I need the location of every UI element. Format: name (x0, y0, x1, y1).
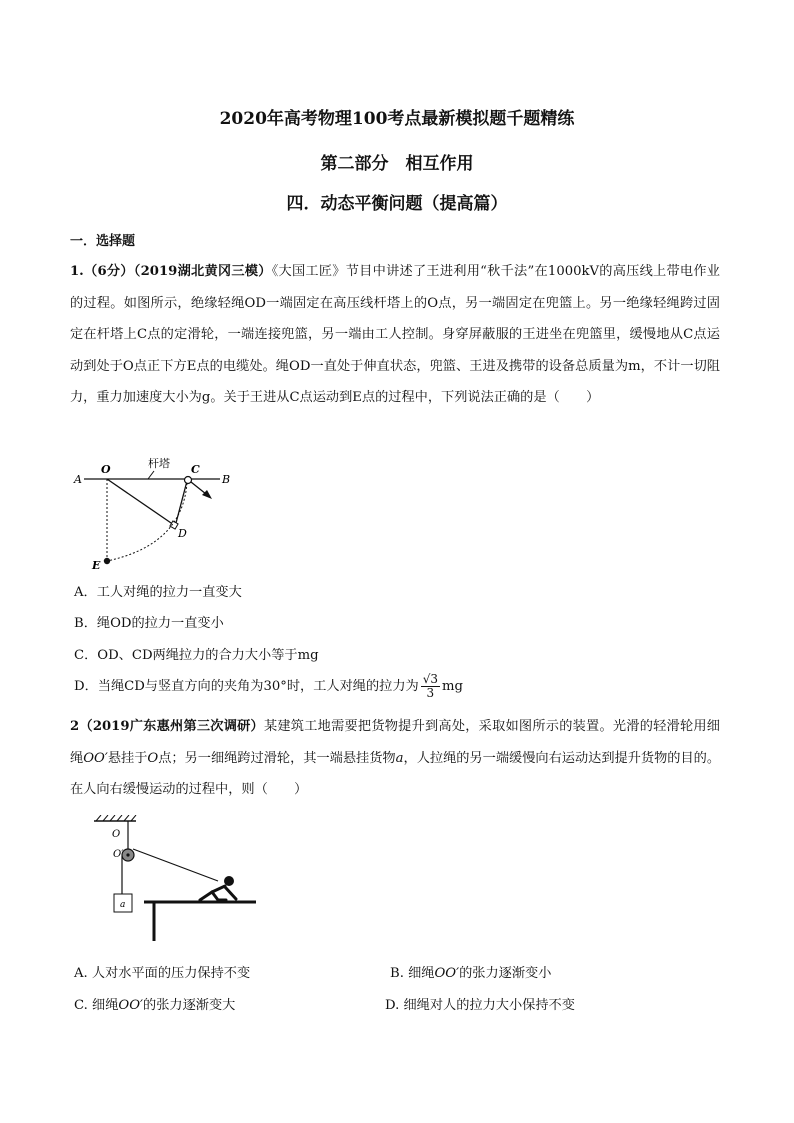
option-d-unit: mg (442, 679, 463, 694)
section-heading: 一．选择题 (70, 234, 136, 249)
label-cargo-a: a (120, 900, 126, 910)
question-2-body-3: 点；另一细绳跨过滑轮，其一端悬挂货物 (158, 750, 396, 766)
label-c: C (191, 463, 200, 476)
question-1-text (70, 256, 720, 414)
option-c-suffix: 的张力逐渐变大 (143, 998, 236, 1013)
question-2-option-c (74, 994, 235, 1013)
label-o: O (112, 829, 121, 840)
var-oo-prime: OO′ (83, 750, 108, 766)
question-1-label: 1.（6分）（2019湖北黄冈三模） (70, 264, 272, 279)
rope-to-person (133, 849, 218, 881)
label-e: E (92, 559, 101, 572)
label-a: A (74, 473, 82, 486)
label-d: D (178, 527, 187, 540)
question-2-body-2: 悬挂于 (107, 750, 148, 766)
chapter-title: 四．动态平衡问题（提高篇） (286, 194, 508, 214)
option-d-text: D．当绳CD与竖直方向的夹角为30°时，工人对绳的拉力为 (74, 679, 419, 694)
var-a: a (395, 750, 404, 766)
label-o: O (101, 463, 111, 476)
rope-c-worker (191, 482, 206, 494)
question-2-body-1: 某建筑工地需要把货物提升到高处，采取如图所示的装置。光滑的轻滑轮用细绳 (70, 719, 720, 766)
ceiling-hatch (96, 815, 136, 821)
question-1-body: 《大国工匠》节目中讲述了王进利用“秋千法”在1000kV的高压线上带电作业的过程。如图所示，绝缘轻绳OD一端固定在高压线杆塔上的O点，另一端固定在兜篮上。另一绝缘轻绳跨过固定在杆塔上C点的定滑轮，一端连接兜篮，另一端由工人控制。身穿屏蔽服的王进坐在兜篮里，缓慢地从C点运动到处于O点正下方E点的电缆处。绳OD一直处于伸直状态，兜篮、王进及携带的设备总质量为m，不计一切阻力，重力加速度大小为g。关于王进从C点运动到E点的过程中，下列说法正确的是（ ） (70, 264, 720, 405)
tower-label-leader (148, 471, 154, 479)
pulley-c (185, 477, 192, 484)
option-b-prefix: B. 细绳 (390, 966, 435, 981)
question-2-label: 2（2019广东惠州第三次调研） (70, 719, 264, 734)
label-tower: 杆塔 (148, 457, 170, 470)
fraction-sqrt3-over-3 (421, 673, 440, 700)
person-figure (200, 876, 236, 900)
document-title: 2020年高考物理100考点最新模拟题千题精练 (219, 109, 575, 129)
question-1-option-b: B．绳OD的拉力一直变小 (74, 616, 224, 631)
point-e-dot (104, 558, 110, 564)
question-1-option-a: A．工人对绳的拉力一直变大 (74, 585, 242, 600)
question-1-option-c: C．OD、CD两绳拉力的合力大小等于mg (74, 648, 319, 663)
option-b-suffix: 的张力逐渐变小 (459, 966, 552, 981)
var-o: O (147, 750, 159, 766)
label-o-prime: O′ (113, 849, 124, 860)
option-c-prefix: C. 细绳 (74, 998, 119, 1013)
question-2-option-a: A. 人对水平面的压力保持不变 (74, 966, 251, 981)
question-2-text (70, 711, 720, 806)
rope-od (107, 479, 174, 525)
question-2-body-4: ，人拉绳的另一端缓慢向右运动达到提升货物的目的。在人向右缓慢运动的过程中，则（ ） (70, 750, 721, 797)
fraction-numerator: √3 (422, 672, 439, 686)
question-1-option-d (74, 673, 463, 700)
question-2-option-b (390, 962, 551, 981)
question-1-figure (70, 445, 250, 575)
option-c-var: OO′ (118, 998, 144, 1013)
question-2-figure (88, 815, 268, 945)
rope-cd (176, 481, 187, 523)
pulley-axle (126, 853, 129, 856)
fraction-denominator: 3 (426, 686, 435, 700)
option-b-var: OO′ (434, 966, 460, 981)
part-title: 第二部分 相互作用 (320, 154, 474, 174)
question-2-option-d: D. 细绳对人的拉力大小保持不变 (385, 998, 575, 1013)
label-b: B (222, 473, 231, 486)
